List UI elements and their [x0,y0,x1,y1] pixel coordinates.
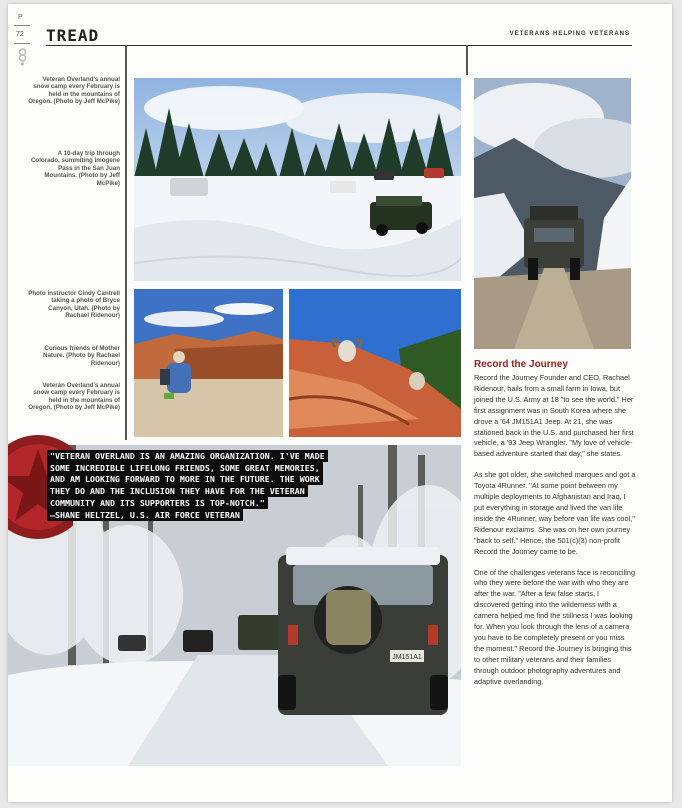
photo-caption: A 10-day trip through Colorado, summiting Imogene Pass in the San Juan Mountains. (Photo by Jeff McPike) [30,150,120,187]
page-number: 72 [16,31,24,38]
header-rule [14,43,30,44]
quote-attribution: —SHANE HELTZEL, U.S. AIR FORCE VETERAN [47,509,243,521]
quote-line: AND AM LOOKING FORWARD TO MORE IN THE FUTURE. THE WORK [47,473,323,485]
bryce-canyon-photo [134,289,283,437]
bighorn-sheep-photo [289,289,461,437]
article-paragraph: One of the challenges veterans face is reconciling who they were before the war with who they are after the war. "After a few false starts, I discovered getting into the wilderness with a camera helped me find the stillness I was looking for. When you look through the lens of a camera you have to be completely present or you miss the moment." Record the Journey is bringing this to other military veterans and their families through outdoor photography adventures and adaptive overlanding. [474,567,636,686]
header-divider [46,45,632,46]
gear-icon [17,48,28,66]
magazine-page [8,4,672,802]
license-plate-text: JM151A1 [392,654,422,661]
quote-line: COMMUNITY AND ITS SUPPORTERS IS TOP-NOTCH." [47,497,268,509]
section-title: TREAD [46,26,100,45]
corner-letter: P [18,14,23,21]
header-rule [14,25,30,26]
snow-camp-photo [134,78,461,281]
article-paragraph: Record the Journey Founder and CEO, Rachael Ridenour, hails from a small farm in Iowa, but joined the U.S. Army at 18 "to see the world." Her first assignment was in South Korea where she drove a '64 JM151A1 Jeep. At 21, she was stationed back in the U.S. and purchased her first vehicle, a '93 Jeep Wrangler. "My love of vehicle-based adventure started that day," she states. [474,373,634,459]
photo-caption: Veteran Overland's annual snow camp every February is held in the mountains of Oregon. (Photo by Jeff McPike) [28,76,120,106]
quote-line: THEY DO AND THE INCLUSION THEY HAVE FOR THE VETERAN [47,485,308,497]
running-head: VETERANS HELPING VETERANS [509,31,630,37]
quote-line: SOME INCREDIBLE LIFELONG FRIENDS, SOME GREAT MEMORIES, [47,462,323,474]
article-heading: Record the Journey [474,359,568,370]
article-column [474,359,636,697]
column-divider [466,45,468,75]
imogene-pass-photo [474,78,631,349]
quote-line: "VETERAN OVERLAND IS AN AMAZING ORGANIZATION. I'VE MADE [47,450,328,462]
pull-quote [47,451,461,521]
column-divider [125,45,127,440]
article-paragraph: As she got older, she switched marques and got a Toyota 4Runner. "At some point between my multiple deployments to Afghanistan and Iraq, I put everything in storage and lived the van life inside the 4Runner, way before van life was cool," Ridenour exclaims. She was on her own journey "back to self." Hence, the 501(c)(3) non-profit Record the Journey came to be. [474,470,636,556]
photo-caption: Curious friends of Mother Nature. (Photo by Rachael Ridenour) [42,345,120,367]
photo-caption: Veteran Overland's annual snow camp every February is held in the mountains of Oregon. (Photo by Jeff McPike) [28,382,120,412]
photo-caption: Photo instructor Cindy Cantrell taking a photo of Bryce Canyon, Utah. (Photo by Rachael Ridenour) [28,290,120,320]
